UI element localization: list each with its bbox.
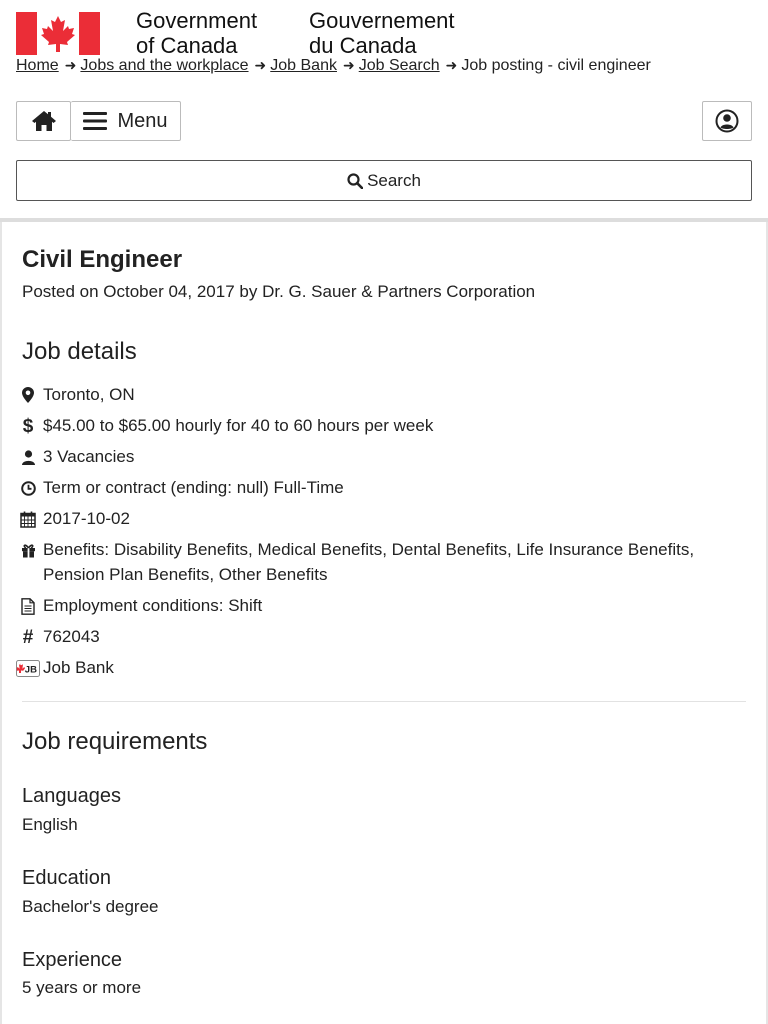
signature-fr-line1: Gouvernement (309, 8, 455, 33)
arrow-right-icon: ➜ (342, 57, 355, 73)
breadcrumb-job-search[interactable]: Job Search (358, 57, 440, 74)
section-divider (22, 701, 746, 702)
account-button[interactable] (702, 101, 752, 141)
gift-icon (21, 543, 36, 558)
vacancies-text: 3 Vacancies (43, 447, 135, 466)
salary-text: $45.00 to $65.00 hourly for 40 to 60 hours per week (43, 416, 434, 435)
languages-label: Languages (22, 785, 121, 807)
posted-info (22, 282, 535, 302)
user-icon (22, 450, 35, 465)
detail-benefits (18, 537, 738, 587)
arrow-right-icon: ➜ (254, 57, 267, 73)
search-label: Search (367, 170, 421, 190)
breadcrumb-jobs-workplace[interactable]: Jobs and the workplace (80, 57, 249, 74)
arrow-right-icon: ➜ (64, 57, 77, 73)
signature-fr-line2: du Canada (309, 33, 417, 58)
signature-english[interactable] (136, 8, 257, 58)
signature-en-line1: Government (136, 8, 258, 33)
menu-button[interactable] (71, 101, 181, 141)
gov-header (16, 8, 752, 60)
benefits-text: Benefits: Disability Benefits, Medical Benefits, Dental Benefits, Life Insurance Benefits, Pension Plan Benefits, Other Benefits (43, 540, 695, 584)
clock-icon (21, 481, 36, 496)
term-text: Term or contract (ending: null) Full-Time (43, 478, 344, 497)
employer-name: Dr. G. Sauer & Partners Corporation (262, 282, 536, 301)
user-icon (715, 109, 739, 133)
source-badge: JB (24, 664, 37, 676)
job-details-list (18, 382, 738, 680)
search-icon (347, 173, 363, 189)
detail-conditions (18, 593, 738, 618)
location-text: Toronto, ON (43, 385, 135, 404)
source-text: Job Bank (43, 658, 114, 677)
map-marker-icon (22, 387, 34, 403)
breadcrumb (16, 57, 651, 75)
nav-bar (16, 101, 752, 143)
search-button[interactable] (16, 160, 752, 201)
job-posting-panel (0, 218, 768, 1024)
education-value: Bachelor's degree (22, 897, 159, 916)
breadcrumb-home[interactable]: Home (16, 57, 59, 74)
breadcrumb-job-bank[interactable]: Job Bank (270, 57, 337, 74)
posted-prefix: Posted on October 04, 2017 by (22, 282, 263, 301)
job-number-text: 762043 (43, 627, 100, 646)
detail-source (18, 655, 738, 680)
detail-location (18, 382, 738, 407)
detail-salary (18, 413, 738, 438)
hamburger-icon (83, 111, 107, 131)
experience-value: 5 years or more (22, 978, 142, 997)
experience-label: Experience (22, 949, 123, 971)
home-icon (31, 110, 57, 132)
date-text: 2017-10-02 (43, 509, 130, 528)
signature-en-line2: of Canada (136, 33, 238, 58)
education-label: Education (22, 867, 111, 889)
hash-icon: # (22, 626, 34, 648)
job-requirements-heading: Job requirements (22, 728, 208, 755)
calendar-icon (20, 511, 36, 528)
languages-value: English (22, 815, 78, 834)
menu-label: Menu (117, 109, 168, 132)
signature-french[interactable] (309, 8, 455, 58)
job-bank-logo-icon (16, 660, 40, 677)
detail-job-number (18, 624, 738, 649)
home-button[interactable] (16, 101, 71, 141)
detail-term (18, 475, 738, 500)
conditions-text: Employment conditions: Shift (43, 596, 263, 615)
detail-vacancies (18, 444, 738, 469)
file-text-icon (21, 598, 35, 615)
detail-date (18, 506, 738, 531)
arrow-right-icon: ➜ (445, 57, 458, 73)
job-title: Civil Engineer (22, 246, 183, 273)
breadcrumb-current: Job posting - civil engineer (461, 57, 651, 74)
canada-flag-icon (16, 12, 100, 55)
job-details-heading: Job details (22, 338, 137, 365)
dollar-icon: $ (22, 415, 34, 437)
